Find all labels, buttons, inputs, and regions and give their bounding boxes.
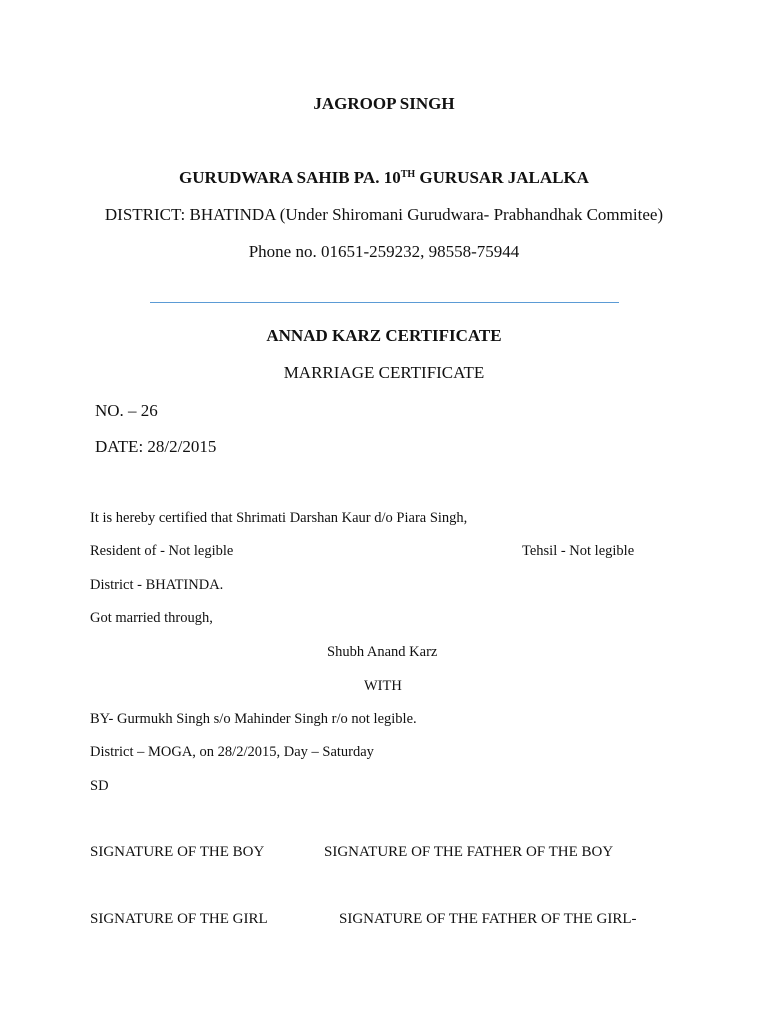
- tehsil: Tehsil - Not legible: [522, 543, 635, 559]
- sd-label: SD: [90, 778, 109, 794]
- gurudwara-title-part1: GURUDWARA SAHIB PA. 10: [179, 168, 401, 187]
- certificate-title: ANNAD KARZ CERTIFICATE: [266, 326, 502, 345]
- bride-district: District - BHATINDA.: [90, 577, 224, 593]
- gurudwara-title-superscript: TH: [400, 169, 416, 180]
- header-district: DISTRICT: BHATINDA (Under Shiromani Gurudwara- Prabhandhak Commitee): [104, 205, 664, 224]
- certificate-subtitle: MARRIAGE CERTIFICATE: [283, 363, 485, 382]
- groom-details: BY- Gurmukh Singh s/o Mahinder Singh r/o not legible.: [90, 711, 417, 727]
- with-label: WITH: [364, 678, 402, 694]
- certificate-date: DATE: 28/2/2015: [95, 437, 217, 456]
- signature-boy: SIGNATURE OF THE BOY: [90, 844, 265, 860]
- married-through: Got married through,: [90, 610, 213, 626]
- gurudwara-title-part2: GURUSAR JALALKA: [415, 168, 589, 187]
- gurudwara-title: [0, 169, 768, 186]
- certified-statement: It is hereby certified that Shrimati Darshan Kaur d/o Piara Singh,: [90, 510, 468, 526]
- groom-district-date: District – MOGA, on 28/2/2015, Day – Saturday: [90, 744, 374, 760]
- header-divider: [150, 302, 619, 303]
- header-phone: Phone no. 01651-259232, 98558-75944: [248, 242, 520, 261]
- resident-of: Resident of - Not legible: [90, 543, 234, 559]
- header-name: JAGROOP SINGH: [313, 94, 455, 113]
- certificate-number: NO. – 26: [95, 401, 158, 420]
- signature-father-girl: SIGNATURE OF THE FATHER OF THE GIRL-: [339, 911, 637, 927]
- ceremony-name: Shubh Anand Karz: [327, 644, 438, 660]
- signature-father-boy: SIGNATURE OF THE FATHER OF THE BOY: [324, 844, 614, 860]
- signature-girl: SIGNATURE OF THE GIRL: [90, 911, 268, 927]
